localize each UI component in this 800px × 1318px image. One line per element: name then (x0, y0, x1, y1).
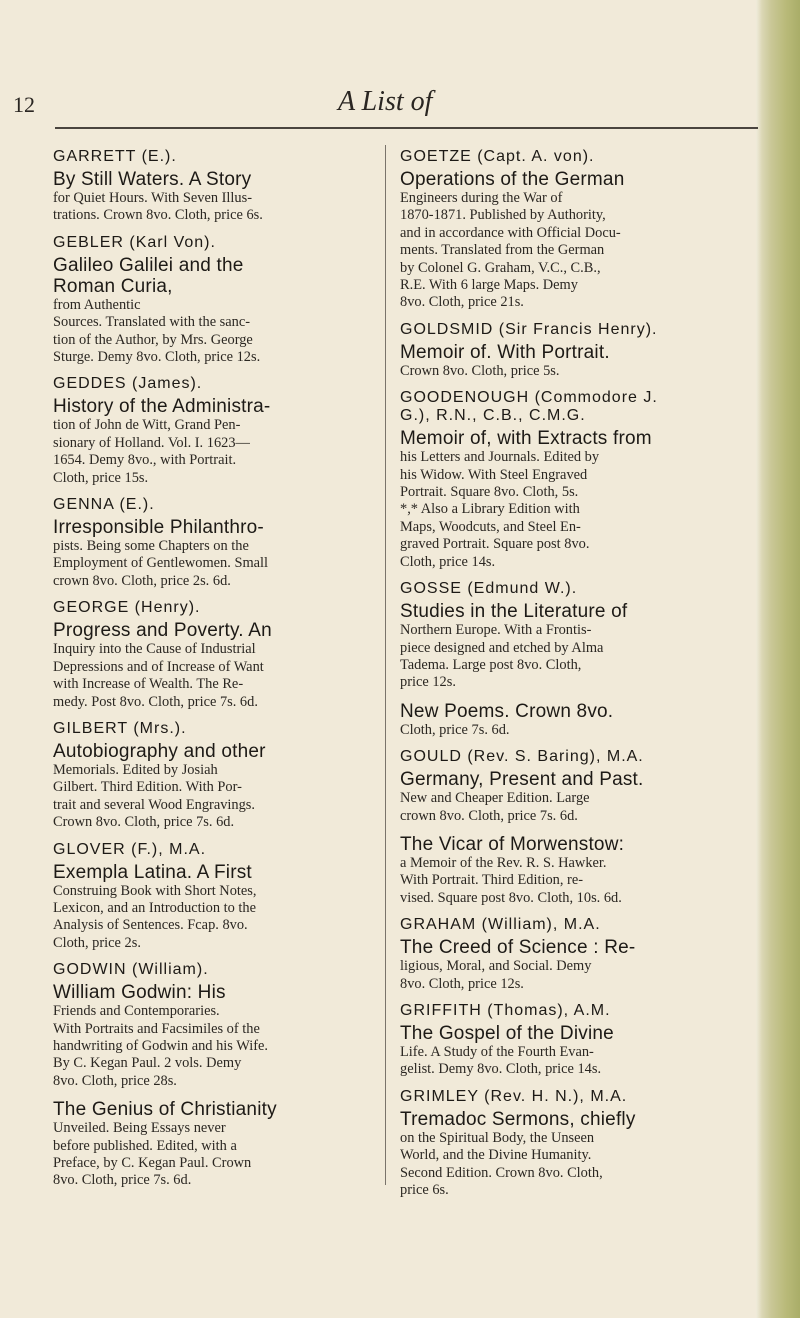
entry-author: GODWIN (William). (53, 961, 209, 979)
catalog-entry (400, 580, 740, 692)
catalog-entry (400, 1088, 740, 1200)
entry-title: Autobiography and other (53, 740, 266, 762)
right-column (400, 148, 740, 1208)
catalog-entry (53, 599, 378, 711)
entry-title: Studies in the Literature of (400, 601, 628, 623)
entry-details: Crown 8vo. Cloth, price 5s. (400, 362, 560, 379)
entry-title: The Genius of Christianity (53, 1099, 277, 1121)
entry-title: Tremadoc Sermons, chiefly (400, 1108, 636, 1130)
entry-author: GOETZE (Capt. A. von). (400, 148, 595, 165)
entry-details: his Letters and Journals. Edited by his Widow. With Steel Engraved Portrait. Square 8vo. Cloth, 5s. *,* Also a Library Edition with Maps, Woodcuts, and Steel En- graved Portrait. Square post 8vo. Cloth, price 14s. (400, 449, 600, 570)
entry-details: New and Cheaper Edition. Large crown 8vo. Cloth, price 7s. 6d. (400, 790, 590, 824)
catalog-entry (53, 148, 378, 225)
entry-details: a Memoir of the Rev. R. S. Hawker. With Portrait. Third Edition, re- vised. Square post 8vo. Cloth, 10s. 6d. (400, 854, 622, 906)
catalog-entry (53, 375, 378, 487)
entry-title: Germany, Present and Past. (400, 769, 644, 791)
entry-author: GEORGE (Henry). (53, 599, 201, 617)
entry-details: Northern Europe. With a Frontis- piece designed and etched by Alma Tadema. Large post 8vo. Cloth, price 12s. (400, 622, 604, 691)
entry-details: Construing Book with Short Notes, Lexicon, and an Introduction to the Analysis of Sentences. Fcap. 8vo. Cloth, price 2s. (53, 882, 257, 951)
catalog-entry (400, 321, 740, 380)
entry-title: Memoir of. With Portrait. (400, 341, 610, 363)
catalog-entry (400, 748, 740, 825)
entry-author: GOULD (Rev. S. Baring), M.A. (400, 748, 644, 766)
entry-author: GOLDSMID (Sir Francis Henry). (400, 320, 658, 338)
column-divider (385, 145, 386, 1185)
entry-details: Unveiled. Being Essays never before published. Edited, with a Preface, by C. Kegan Paul. Crown 8vo. Cloth, price 7s. 6d. (53, 1120, 252, 1189)
catalog-entry (53, 1099, 378, 1190)
entry-details: for Quiet Hours. With Seven Illus- trations. Crown 8vo. Cloth, price 6s. (53, 190, 263, 224)
catalog-entry (400, 701, 740, 739)
catalog-entry (400, 916, 740, 993)
entry-details: Life. A Study of the Fourth Evan- gelist. Demy 8vo. Cloth, price 14s. (400, 1043, 602, 1078)
entry-title: Progress and Poverty. An (53, 620, 272, 642)
left-column (53, 148, 378, 1199)
catalog-entry (400, 834, 740, 907)
entry-author: GLOVER (F.), M.A. (53, 840, 207, 858)
entry-title: Operations of the German (400, 169, 625, 190)
catalog-entry (400, 389, 740, 571)
entry-author: GOSSE (Edmund W.). (400, 580, 578, 598)
catalog-entry (400, 1002, 740, 1079)
entry-details: pists. Being some Chapters on the Employment of Gentlewomen. Small crown 8vo. Cloth, price 2s. 6d. (53, 538, 269, 589)
catalog-entry (53, 496, 378, 590)
entry-details: Cloth, price 7s. 6d. (400, 721, 510, 738)
entry-details: on the Spiritual Body, the Unseen World, and the Divine Humanity. Second Edition. Crown 8vo. Cloth, price 6s. (400, 1129, 603, 1198)
entry-details: from Authentic Sources. Translated with the sanc- tion of the Author, by Mrs. George Sturge. Demy 8vo. Cloth, price 12s. (53, 296, 261, 366)
entry-details: Friends and Contemporaries. With Portraits and Facsimiles of the handwriting of Godwin and his Wife. By C. Kegan Paul. 2 vols. Demy 8vo. Cloth, price 28s. (53, 1003, 268, 1089)
catalog-entry (53, 841, 378, 953)
entry-title: William Godwin: His (53, 982, 226, 1004)
catalog-entry (53, 720, 378, 832)
entry-author: GRAHAM (William), M.A. (400, 916, 601, 934)
page-edge-shadow (756, 0, 800, 1318)
catalog-entry (400, 148, 740, 312)
entry-details: Memorials. Edited by Josiah Gilbert. Third Edition. With Por- trait and several Wood Engravings. Crown 8vo. Cloth, price 7s. 6d. (53, 761, 255, 831)
entry-title: History of the Administra- (53, 396, 271, 418)
entry-details: Engineers during the War of 1870-1871. Published by Authority, and in accordance with Official Docu- ments. Translated from the German by Colonel G. Graham, V.C., C.B., R.E. With 6 large Maps. Demy 8vo. Cloth, price 21s. (400, 190, 621, 311)
entry-title: Irresponsible Philanthro- (53, 517, 264, 539)
page-number: 12 (13, 92, 35, 117)
entry-title: New Poems. Crown 8vo. (400, 700, 614, 722)
entry-title: By Still Waters. A Story (53, 169, 252, 190)
entry-author: GRIFFITH (Thomas), A.M. (400, 1001, 611, 1019)
entry-author: GILBERT (Mrs.). (53, 719, 187, 737)
entry-title: The Vicar of Morwenstow: (400, 833, 625, 855)
running-head: A List of (338, 86, 433, 117)
entry-details: Inquiry into the Cause of Industrial Depressions and of Increase of Want with Increase of Wealth. The Re- medy. Post 8vo. Cloth, price 7s. 6d. (53, 641, 264, 710)
entry-title: Exempla Latina. A First (53, 861, 252, 883)
header-rule (55, 127, 758, 129)
entry-author: GEDDES (James). (53, 375, 203, 393)
entry-details: tion of John de Witt, Grand Pen- sionary of Holland. Vol. I. 1623— 1654. Demy 8vo., with Portrait. Cloth, price 15s. (53, 417, 250, 486)
entry-author: GOODENOUGH (Commodore J. G.), R.N., C.B., C.M.G. (400, 389, 658, 425)
entry-author: GRIMLEY (Rev. H. N.), M.A. (400, 1087, 628, 1105)
entry-title: Memoir of, with Extracts from (400, 428, 652, 450)
entry-title: The Gospel of the Divine (400, 1022, 614, 1044)
entry-details: ligious, Moral, and Social. Demy 8vo. Cloth, price 12s. (400, 958, 592, 992)
entry-author: GENNA (E.). (53, 496, 155, 514)
catalog-entry (53, 961, 378, 1090)
entry-title: The Creed of Science : Re- (400, 937, 636, 959)
entry-title: Galileo Galilei and the Roman Curia, (53, 254, 244, 297)
entry-author: GARRETT (E.). (53, 148, 177, 165)
catalog-entry (53, 234, 378, 367)
entry-author: GEBLER (Karl Von). (53, 233, 216, 251)
